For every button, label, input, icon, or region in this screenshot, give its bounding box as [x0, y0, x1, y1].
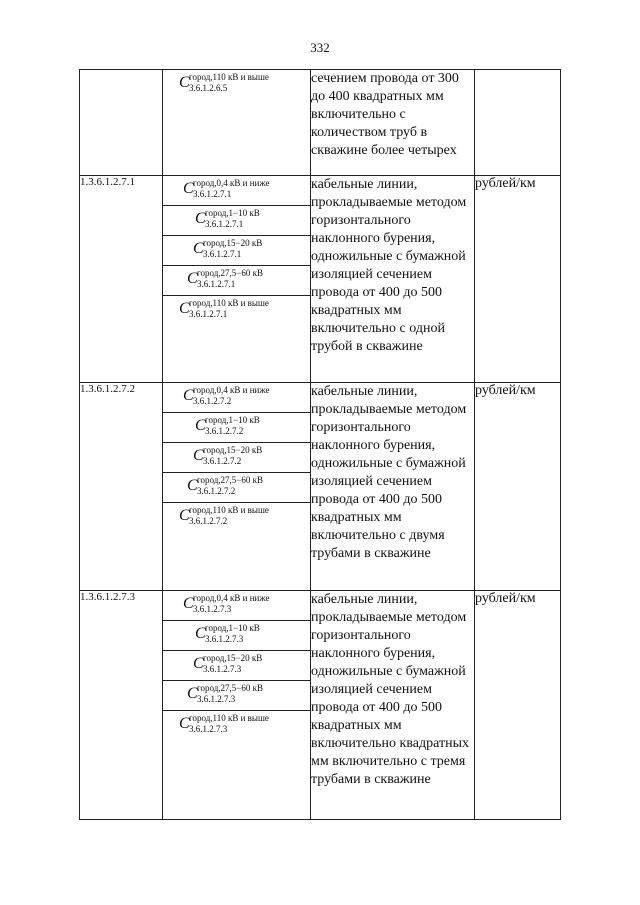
formula-superscript: город,0,4 кВ и ниже	[193, 593, 270, 603]
formula-subscript: 3.6.1.2.7.3	[205, 634, 244, 644]
formula-superscript: город,27,5−60 кВ	[197, 268, 263, 278]
variant-formula	[163, 236, 310, 266]
tariff-table	[79, 69, 561, 820]
row-unit: рублей/км	[475, 176, 561, 383]
variant-formula	[163, 443, 310, 473]
formula-subscript: 3.6.1.2.7.2	[203, 456, 242, 466]
variant-list	[163, 383, 311, 591]
variant-formula	[163, 413, 310, 443]
row-code: 1.3.6.1.2.7.1	[80, 176, 163, 383]
row-code: 1.3.6.1.2.7.2	[80, 383, 163, 591]
formula-subscript: 3.6.1.2.7.2	[197, 486, 236, 496]
formula-superscript: город,15−20 кВ	[203, 653, 263, 663]
variant-formula	[163, 503, 310, 533]
row-unit	[475, 70, 561, 176]
variant-formula	[163, 70, 310, 100]
row-description: кабельные линии, прокладываемые методом горизонтального наклонного бурения, одножильные с бумажной изоляцией сечением провода от 400 до 500 квадратных мм включительно с одной трубой в скважине	[311, 176, 475, 383]
formula-symbol: C	[179, 715, 190, 732]
formula-superscript: город,27,5−60 кВ	[197, 475, 263, 485]
variant-list	[163, 591, 311, 820]
variant-formula	[163, 681, 310, 711]
formula-symbol: C	[193, 447, 204, 464]
page-number: 332	[310, 40, 330, 55]
variant-list	[163, 176, 311, 383]
variant-formula	[163, 206, 310, 236]
variant-list	[163, 70, 311, 176]
formula-symbol: C	[195, 625, 206, 642]
formula-symbol: C	[179, 507, 190, 524]
formula-symbol: C	[195, 210, 206, 227]
formula-subscript: 3.6.1.2.7.3	[193, 604, 232, 614]
row-unit: рублей/км	[475, 591, 561, 820]
formula-superscript: город,15−20 кВ	[203, 238, 263, 248]
formula-subscript: 3.6.1.2.7.1	[205, 219, 244, 229]
formula-superscript: город,1−10 кВ	[205, 415, 260, 425]
formula-superscript: город,1−10 кВ	[205, 208, 260, 218]
table-row	[80, 591, 561, 820]
variant-formula	[163, 711, 310, 741]
formula-symbol: C	[183, 387, 194, 404]
formula-symbol: C	[187, 270, 198, 287]
formula-superscript: город,110 кВ и выше	[189, 72, 269, 82]
formula-superscript: город,0,4 кВ и ниже	[193, 178, 270, 188]
formula-symbol: C	[195, 417, 206, 434]
variant-formula	[163, 621, 310, 651]
formula-symbol: C	[187, 477, 198, 494]
formula-superscript: город,0,4 кВ и ниже	[193, 385, 270, 395]
variant-formula	[163, 296, 310, 326]
formula-subscript: 3.6.1.2.7.3	[197, 694, 236, 704]
formula-subscript: 3.6.1.2.6.5	[189, 83, 228, 93]
formula-superscript: город,110 кВ и выше	[189, 505, 269, 515]
formula-subscript: 3.6.1.2.7.3	[189, 724, 228, 734]
variant-formula	[163, 176, 310, 206]
formula-subscript: 3.6.1.2.7.1	[193, 189, 232, 199]
variant-formula	[163, 473, 310, 503]
formula-superscript: город,15−20 кВ	[203, 445, 263, 455]
scan-mark	[98, 838, 158, 858]
formula-superscript: город,1−10 кВ	[205, 623, 260, 633]
variant-formula	[163, 591, 310, 621]
table-row	[80, 383, 561, 591]
formula-subscript: 3.6.1.2.7.2	[193, 396, 232, 406]
row-description: сечением провода от 300 до 400 квадратных мм включительно с количеством труб в скважине более четырех	[311, 70, 475, 176]
variant-formula	[163, 266, 310, 296]
row-description: кабельные линии, прокладываемые методом горизонтального наклонного бурения, одножильные с бумажной изоляцией сечением провода от 400 до 500 квадратных мм включительно квадратных мм включительно с тремя трубами в скважине	[311, 591, 475, 820]
formula-subscript: 3.6.1.2.7.3	[203, 664, 242, 674]
formula-symbol: C	[179, 74, 190, 91]
row-unit: рублей/км	[475, 383, 561, 591]
row-description: кабельные линии, прокладываемые методом горизонтального наклонного бурения, одножильные с бумажной изоляцией сечением провода от 400 до 500 квадратных мм включительно с двумя трубами в скважине	[311, 383, 475, 591]
formula-symbol: C	[183, 595, 194, 612]
variant-formula	[163, 651, 310, 681]
formula-symbol: C	[179, 300, 190, 317]
formula-symbol: C	[193, 240, 204, 257]
formula-superscript: город,110 кВ и выше	[189, 713, 269, 723]
formula-subscript: 3.6.1.2.7.2	[205, 426, 244, 436]
formula-symbol: C	[183, 180, 194, 197]
formula-subscript: 3.6.1.2.7.1	[197, 279, 236, 289]
formula-subscript: 3.6.1.2.7.1	[203, 249, 242, 259]
row-code: 1.3.6.1.2.7.3	[80, 591, 163, 820]
formula-subscript: 3.6.1.2.7.2	[189, 516, 228, 526]
formula-superscript: город,110 кВ и выше	[189, 298, 269, 308]
formula-subscript: 3.6.1.2.7.1	[189, 309, 228, 319]
row-code	[80, 70, 163, 176]
variant-formula	[163, 383, 310, 413]
formula-symbol: C	[187, 685, 198, 702]
formula-symbol: C	[193, 655, 204, 672]
table-row	[80, 176, 561, 383]
formula-superscript: город,27,5−60 кВ	[197, 683, 263, 693]
table-row	[80, 70, 561, 176]
